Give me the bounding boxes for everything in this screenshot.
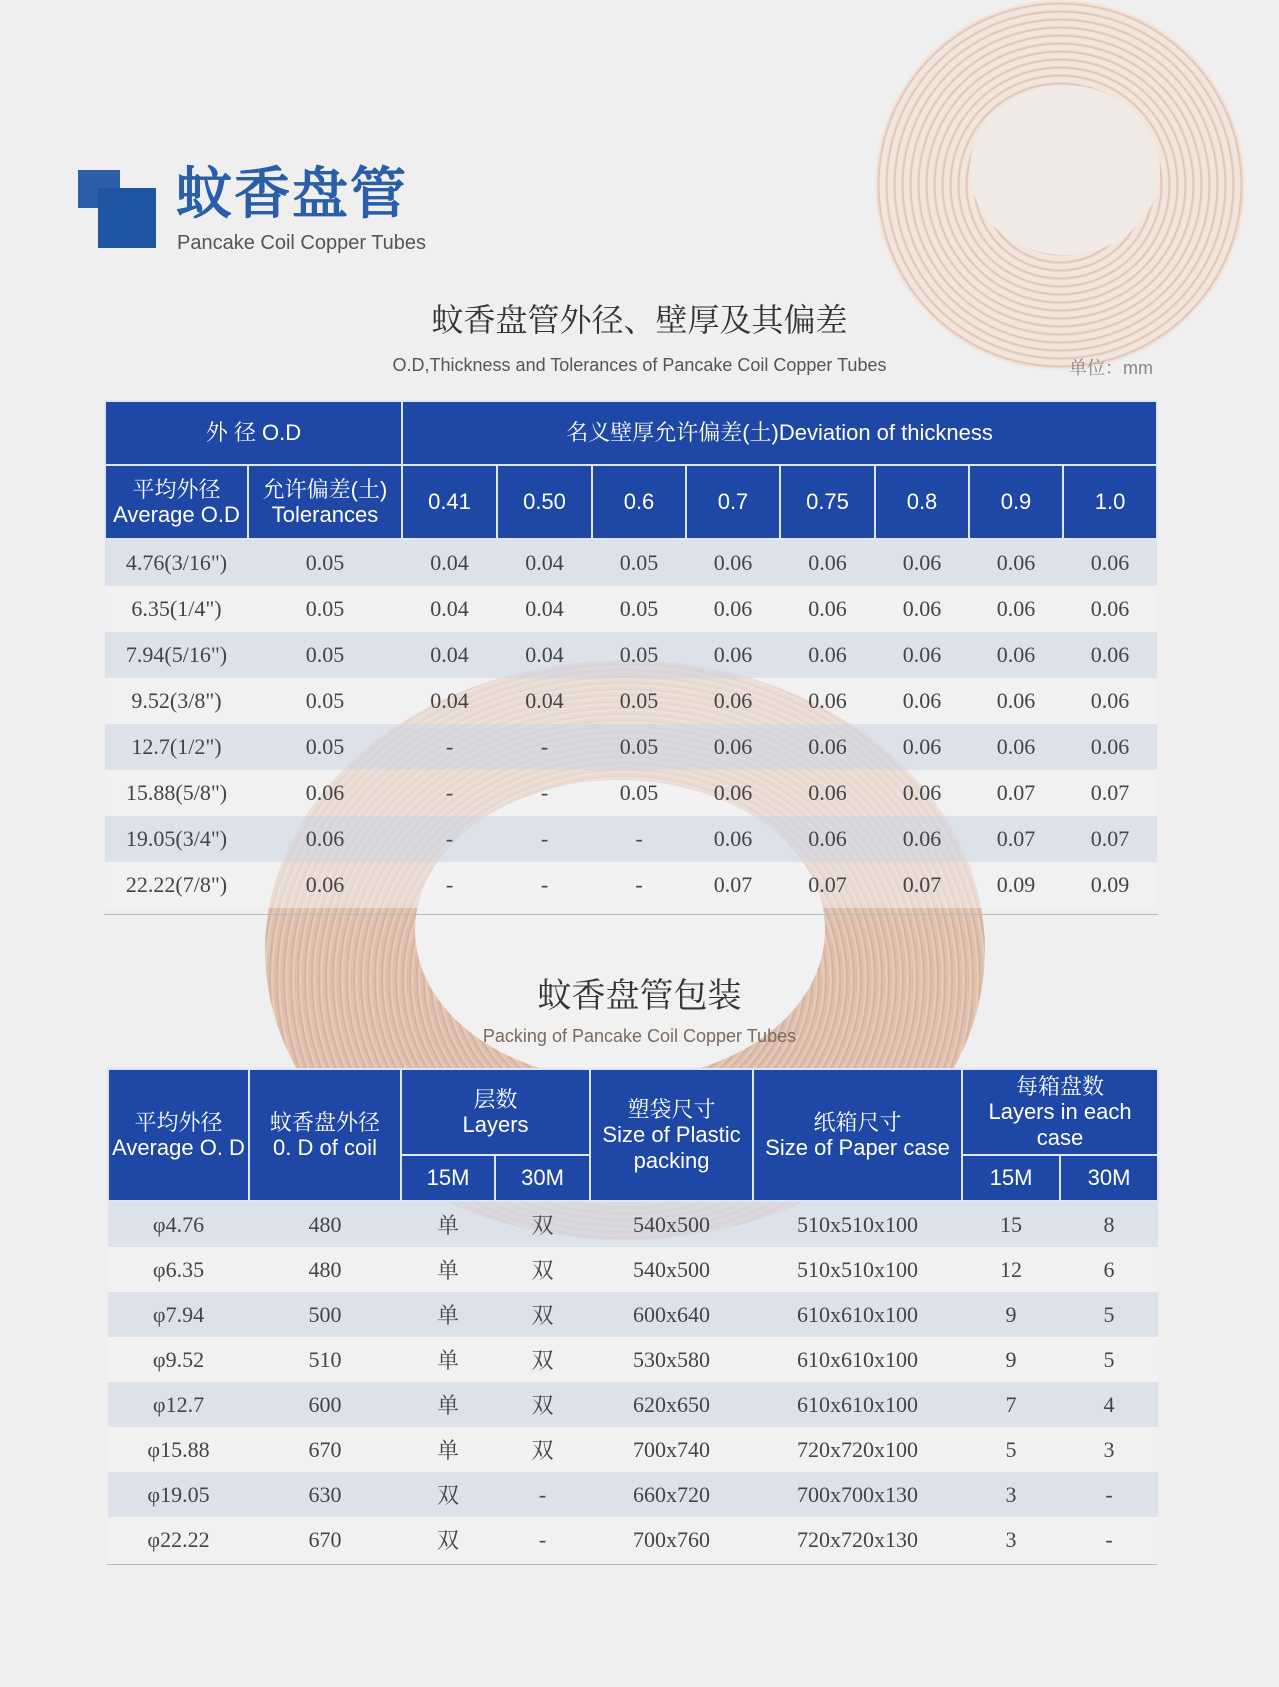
cell-deviation: 0.06 — [780, 724, 875, 770]
cell-deviation: - — [592, 816, 686, 862]
cell-deviation: 0.07 — [686, 862, 780, 908]
logo-square-large — [98, 188, 156, 248]
cell-case-15m: 3 — [962, 1472, 1060, 1517]
header-paper-size — [753, 1069, 962, 1201]
cell-tolerance: 0.05 — [248, 724, 402, 770]
header-coil-od — [249, 1069, 401, 1201]
table-row — [108, 1517, 1158, 1562]
header-thickness: 0.7 — [686, 465, 780, 539]
header-coil-od-cn: 蚊香盘外径 — [269, 1109, 380, 1135]
cell-case-30m: 4 — [1060, 1382, 1158, 1427]
cell-average-od: 12.7(1/2") — [105, 724, 248, 770]
header-layers-30m: 30M — [495, 1155, 590, 1201]
header-thickness: 0.8 — [875, 465, 969, 539]
cell-tolerance: 0.05 — [248, 632, 402, 678]
cell-layers-15m: 单 — [401, 1427, 495, 1472]
cell-layers-15m: 单 — [401, 1292, 495, 1337]
cell-deviation: 0.04 — [402, 539, 497, 586]
header-thickness: 0.9 — [969, 465, 1063, 539]
cell-paper-size: 610x610x100 — [753, 1382, 962, 1427]
cell-tolerance: 0.05 — [248, 539, 402, 586]
cell-average-od: φ4.76 — [108, 1201, 249, 1247]
section2-title-en: Packing of Pancake Coil Copper Tubes — [482, 1026, 797, 1046]
table-row — [108, 1472, 1158, 1517]
header-thickness: 1.0 — [1063, 465, 1157, 539]
cell-deviation: 0.06 — [875, 724, 969, 770]
cell-layers-30m: 双 — [495, 1382, 590, 1427]
cell-plastic-size: 600x640 — [590, 1292, 753, 1337]
cell-case-30m: 5 — [1060, 1292, 1158, 1337]
cell-deviation: - — [402, 770, 497, 816]
cell-average-od: φ19.05 — [108, 1472, 249, 1517]
cell-paper-size: 720x720x100 — [753, 1427, 962, 1472]
cell-layers-15m: 双 — [401, 1472, 495, 1517]
table-row — [108, 1427, 1158, 1472]
cell-deviation: 0.06 — [780, 678, 875, 724]
header-case-count-en: Layers in each case — [988, 1099, 1132, 1150]
cell-paper-size: 720x720x130 — [753, 1517, 962, 1562]
table-row — [105, 539, 1157, 586]
cell-deviation: 0.04 — [402, 678, 497, 724]
cell-average-od: φ12.7 — [108, 1382, 249, 1427]
cell-deviation: 0.06 — [969, 632, 1063, 678]
table-row — [105, 816, 1157, 862]
cell-case-15m: 3 — [962, 1517, 1060, 1562]
cell-layers-30m: - — [495, 1517, 590, 1562]
cell-case-30m: 6 — [1060, 1247, 1158, 1292]
header-average-od-cn: 平均外径 — [134, 1109, 223, 1135]
header-layers — [401, 1069, 590, 1155]
header-thickness: 0.41 — [402, 465, 497, 539]
cell-layers-15m: 单 — [401, 1201, 495, 1247]
cell-deviation: 0.07 — [969, 770, 1063, 816]
cell-average-od: 15.88(5/8") — [105, 770, 248, 816]
cell-deviation: - — [497, 770, 592, 816]
cell-deviation: 0.06 — [686, 632, 780, 678]
cell-deviation: 0.06 — [1063, 724, 1157, 770]
cell-deviation: 0.06 — [686, 539, 780, 586]
cell-paper-size: 700x700x130 — [753, 1472, 962, 1517]
cell-plastic-size: 660x720 — [590, 1472, 753, 1517]
cell-paper-size: 610x610x100 — [753, 1337, 962, 1382]
cell-deviation: 0.06 — [686, 816, 780, 862]
cell-deviation: 0.05 — [592, 770, 686, 816]
cell-layers-30m: - — [495, 1472, 590, 1517]
section2-title-cn: 蚊香盘管包装 — [537, 976, 742, 1016]
cell-case-15m: 9 — [962, 1337, 1060, 1382]
cell-deviation: 0.05 — [592, 724, 686, 770]
header-average-od — [108, 1069, 249, 1201]
cell-deviation: 0.09 — [969, 862, 1063, 908]
cell-deviation: 0.04 — [402, 586, 497, 632]
table-row — [105, 586, 1157, 632]
page-title-en: Pancake Coil Copper Tubes — [177, 232, 427, 254]
cell-case-30m: - — [1060, 1472, 1158, 1517]
cell-deviation: 0.05 — [592, 539, 686, 586]
header-average-od-en: Average O.D — [113, 502, 240, 527]
cell-layers-30m: 双 — [495, 1201, 590, 1247]
cell-deviation: - — [497, 724, 592, 770]
cell-plastic-size: 620x650 — [590, 1382, 753, 1427]
header-tolerances — [248, 465, 402, 539]
cell-plastic-size: 540x500 — [590, 1247, 753, 1292]
cell-coil-od: 670 — [249, 1427, 401, 1472]
cell-tolerance: 0.06 — [248, 816, 402, 862]
header-thickness: 0.50 — [497, 465, 592, 539]
section1-title-en: O.D,Thickness and Tolerances of Pancake Coil Copper Tubes — [392, 355, 887, 375]
cell-layers-15m: 双 — [401, 1517, 495, 1562]
cell-tolerance: 0.05 — [248, 586, 402, 632]
cell-deviation: 0.06 — [686, 586, 780, 632]
cell-deviation: 0.04 — [497, 539, 592, 586]
header-average-od-cn: 平均外径 — [132, 476, 221, 502]
cell-case-30m: - — [1060, 1517, 1158, 1562]
cell-deviation: 0.06 — [969, 724, 1063, 770]
cell-case-15m: 5 — [962, 1427, 1060, 1472]
table-row — [105, 724, 1157, 770]
thickness-table-body — [105, 539, 1157, 908]
cell-coil-od: 480 — [249, 1201, 401, 1247]
table-row — [108, 1201, 1158, 1247]
table-row — [105, 632, 1157, 678]
header-case-count — [962, 1069, 1158, 1155]
cell-deviation: - — [402, 862, 497, 908]
cell-layers-30m: 双 — [495, 1337, 590, 1382]
cell-tolerance: 0.06 — [248, 770, 402, 816]
thickness-tolerance-table — [104, 400, 1158, 908]
cell-deviation: 0.06 — [1063, 539, 1157, 586]
cell-average-od: φ9.52 — [108, 1337, 249, 1382]
cell-deviation: 0.06 — [686, 770, 780, 816]
cell-deviation: - — [402, 724, 497, 770]
packing-table — [107, 1068, 1159, 1562]
header-tolerances-en: Tolerances — [271, 502, 379, 527]
cell-layers-30m: 双 — [495, 1292, 590, 1337]
cell-deviation: 0.06 — [875, 678, 969, 724]
cell-deviation: 0.07 — [780, 862, 875, 908]
cell-paper-size: 510x510x100 — [753, 1247, 962, 1292]
cell-layers-30m: 双 — [495, 1427, 590, 1472]
header-case-count-cn: 每箱盘数 — [1016, 1074, 1105, 1100]
header-deviation-group: 名义壁厚允许偏差(土)Deviation of thickness — [402, 401, 1157, 465]
cell-case-30m: 3 — [1060, 1427, 1158, 1472]
header-thickness: 0.6 — [592, 465, 686, 539]
cell-deviation: 0.05 — [592, 632, 686, 678]
cell-plastic-size: 700x740 — [590, 1427, 753, 1472]
header-thickness: 0.75 — [780, 465, 875, 539]
header-case-15m: 15M — [962, 1155, 1060, 1201]
table-row — [105, 678, 1157, 724]
cell-average-od: φ6.35 — [108, 1247, 249, 1292]
header-coil-od-en: 0. D of coil — [273, 1135, 377, 1160]
cell-deviation: 0.07 — [1063, 816, 1157, 862]
cell-deviation: 0.06 — [1063, 678, 1157, 724]
cell-deviation: 0.06 — [780, 632, 875, 678]
cell-average-od: φ15.88 — [108, 1427, 249, 1472]
header-case-30m: 30M — [1060, 1155, 1158, 1201]
cell-average-od: 6.35(1/4") — [105, 586, 248, 632]
page-title-cn: 蚊香盘管 — [176, 162, 408, 227]
cell-layers-15m: 单 — [401, 1247, 495, 1292]
cell-case-30m: 5 — [1060, 1337, 1158, 1382]
cell-coil-od: 510 — [249, 1337, 401, 1382]
cell-deviation: 0.04 — [497, 678, 592, 724]
cell-deviation: 0.06 — [780, 770, 875, 816]
cell-average-od: 9.52(3/8") — [105, 678, 248, 724]
cell-deviation: 0.06 — [875, 586, 969, 632]
cell-deviation: 0.09 — [1063, 862, 1157, 908]
cell-deviation: - — [497, 862, 592, 908]
cell-average-od: 22.22(7/8") — [105, 862, 248, 908]
cell-coil-od: 670 — [249, 1517, 401, 1562]
cell-deviation: 0.07 — [875, 862, 969, 908]
cell-deviation: 0.06 — [969, 586, 1063, 632]
cell-deviation: 0.06 — [686, 724, 780, 770]
unit-label: 单位：mm — [1069, 358, 1153, 378]
cell-deviation: - — [402, 816, 497, 862]
cell-average-od: φ7.94 — [108, 1292, 249, 1337]
cell-plastic-size: 540x500 — [590, 1201, 753, 1247]
table-row — [108, 1382, 1158, 1427]
cell-deviation: 0.06 — [875, 770, 969, 816]
section1-title-cn: 蚊香盘管外径、壁厚及其偏差 — [431, 301, 848, 339]
cell-deviation: - — [592, 862, 686, 908]
cell-deviation: 0.05 — [592, 678, 686, 724]
header-layers-en: Layers — [462, 1112, 529, 1137]
cell-deviation: - — [497, 816, 592, 862]
cell-coil-od: 500 — [249, 1292, 401, 1337]
cell-case-15m: 12 — [962, 1247, 1060, 1292]
cell-case-30m: 8 — [1060, 1201, 1158, 1247]
cell-deviation: 0.05 — [592, 586, 686, 632]
cell-average-od: 4.76(3/16") — [105, 539, 248, 586]
cell-paper-size: 510x510x100 — [753, 1201, 962, 1247]
header-layers-15m: 15M — [401, 1155, 495, 1201]
cell-tolerance: 0.05 — [248, 678, 402, 724]
cell-deviation: 0.06 — [969, 678, 1063, 724]
cell-average-od: 19.05(3/4") — [105, 816, 248, 862]
cell-case-15m: 7 — [962, 1382, 1060, 1427]
cell-case-15m: 9 — [962, 1292, 1060, 1337]
header-plastic-size-cn: 塑袋尺寸 — [627, 1097, 716, 1123]
cell-case-15m: 15 — [962, 1201, 1060, 1247]
cell-plastic-size: 700x760 — [590, 1517, 753, 1562]
header-paper-size-cn: 纸箱尺寸 — [813, 1109, 902, 1135]
header-average-od-en: Average O. D — [112, 1135, 245, 1160]
header-average-od — [105, 465, 248, 539]
cell-deviation: 0.06 — [1063, 586, 1157, 632]
header-tolerances-cn: 允许偏差(土) — [262, 476, 388, 502]
coil-photo-top-center — [970, 85, 1160, 255]
table-row — [108, 1247, 1158, 1292]
cell-deviation: 0.07 — [969, 816, 1063, 862]
cell-coil-od: 600 — [249, 1382, 401, 1427]
cell-deviation: 0.06 — [875, 539, 969, 586]
cell-layers-30m: 双 — [495, 1247, 590, 1292]
cell-deviation: 0.06 — [780, 539, 875, 586]
cell-deviation: 0.06 — [1063, 632, 1157, 678]
table-row — [108, 1337, 1158, 1382]
cell-coil-od: 480 — [249, 1247, 401, 1292]
header-plastic-size — [590, 1069, 753, 1201]
table-row — [108, 1292, 1158, 1337]
table1-bottom-rule — [104, 914, 1158, 915]
cell-layers-15m: 单 — [401, 1382, 495, 1427]
cell-deviation: 0.06 — [875, 816, 969, 862]
cell-deviation: 0.06 — [875, 632, 969, 678]
cell-deviation: 0.04 — [497, 586, 592, 632]
cell-paper-size: 610x610x100 — [753, 1292, 962, 1337]
cell-layers-15m: 单 — [401, 1337, 495, 1382]
cell-coil-od: 630 — [249, 1472, 401, 1517]
cell-deviation: 0.06 — [780, 586, 875, 632]
cell-deviation: 0.04 — [402, 632, 497, 678]
cell-deviation: 0.06 — [969, 539, 1063, 586]
header-layers-cn: 层数 — [473, 1086, 518, 1112]
header-od-group: 外 径 O.D — [105, 401, 402, 465]
cell-deviation: 0.06 — [780, 816, 875, 862]
table-row — [105, 862, 1157, 908]
cell-plastic-size: 530x580 — [590, 1337, 753, 1382]
cell-deviation: 0.04 — [497, 632, 592, 678]
header-paper-size-en: Size of Paper case — [765, 1135, 950, 1160]
table-row — [105, 770, 1157, 816]
table2-bottom-rule — [107, 1564, 1157, 1565]
cell-deviation: 0.07 — [1063, 770, 1157, 816]
cell-average-od: φ22.22 — [108, 1517, 249, 1562]
cell-tolerance: 0.06 — [248, 862, 402, 908]
cell-deviation: 0.06 — [686, 678, 780, 724]
header-plastic-size-en: Size of Plastic packing — [602, 1122, 741, 1173]
packing-table-body — [108, 1201, 1158, 1562]
cell-average-od: 7.94(5/16") — [105, 632, 248, 678]
